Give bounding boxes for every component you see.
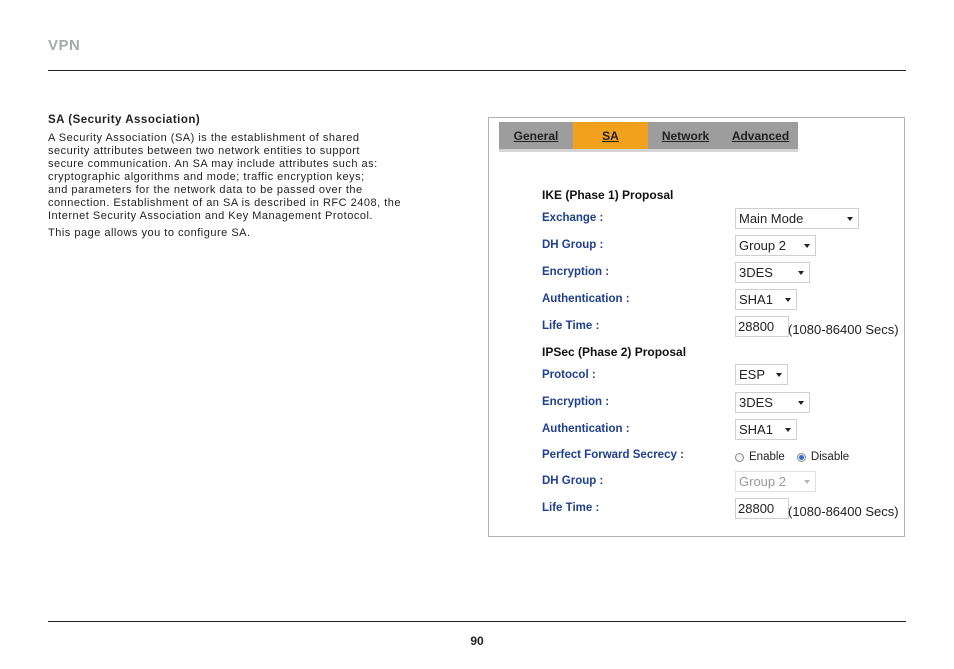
chevron-down-icon — [776, 373, 782, 377]
configure-note: This page allows you to configure SA. — [48, 227, 251, 239]
pfs-disable-radio[interactable] — [797, 453, 806, 462]
ike-encryption-value: 3DES — [739, 265, 773, 280]
ipsec-encryption-value: 3DES — [739, 395, 773, 410]
ipsec-protocol-select[interactable] — [735, 364, 788, 385]
ipsec-encryption-label: Encryption : — [542, 396, 610, 408]
ipsec-authentication-label: Authentication : — [542, 423, 630, 435]
tab-network[interactable]: Network — [661, 128, 710, 143]
page-number: 90 — [470, 634, 484, 648]
description-line: A Security Association (SA) is the establishment of shared — [48, 132, 360, 144]
tab-general[interactable]: General — [513, 128, 559, 143]
chevron-down-icon — [804, 244, 810, 248]
page-header-title: VPN — [48, 37, 81, 54]
ipsec-life-time-hint: (1080-86400 Secs) — [788, 504, 899, 519]
ike-authentication-select[interactable] — [735, 289, 797, 310]
footer-divider — [48, 621, 906, 622]
pfs-disable-label[interactable]: Disable — [810, 451, 850, 463]
ipsec-dh-group-value: Group 2 — [739, 474, 786, 489]
chevron-down-icon — [785, 428, 791, 432]
ipsec-life-time-label: Life Time : — [542, 502, 600, 514]
description-paragraph — [48, 132, 448, 223]
description-line: and parameters for the network data to be passed over the — [48, 184, 363, 196]
ike-dh-group-label: DH Group : — [542, 239, 604, 251]
description-line: cryptographic algorithms and mode; traffic encryption keys; — [48, 171, 365, 183]
ike-life-time-input[interactable]: 28800 — [735, 316, 789, 337]
pfs-enable-radio[interactable] — [735, 453, 744, 462]
ike-life-time-hint: (1080-86400 Secs) — [788, 322, 899, 337]
description-line: connection. Establishment of an SA is described in RFC 2408, the — [48, 197, 402, 209]
ipsec-dh-group-select[interactable] — [735, 471, 816, 492]
ipsec-protocol-value: ESP — [739, 367, 766, 382]
description-line: Internet Security Association and Key Management Protocol. — [48, 210, 373, 222]
ike-exchange-label: Exchange : — [542, 212, 604, 224]
section-body — [48, 132, 448, 244]
ike-encryption-label: Encryption : — [542, 266, 610, 278]
ipsec-encryption-select[interactable] — [735, 392, 810, 413]
header-divider — [48, 70, 906, 71]
tab-advanced[interactable]: Advanced — [731, 128, 790, 143]
ike-dh-group-select[interactable] — [735, 235, 816, 256]
tab-bar-shadow — [499, 149, 798, 152]
ike-dh-group-value: Group 2 — [739, 238, 786, 253]
tab-bar — [499, 122, 798, 149]
chevron-down-icon — [798, 401, 804, 405]
ipsec-protocol-label: Protocol : — [542, 369, 596, 381]
description-line: secure communication. An SA may include attributes such as: — [48, 158, 378, 170]
tab-sa[interactable]: SA — [573, 122, 648, 149]
ike-exchange-value: Main Mode — [739, 211, 804, 226]
ike-encryption-select[interactable] — [735, 262, 810, 283]
description-line: security attributes between two network entities to support — [48, 145, 360, 157]
ike-life-time-label: Life Time : — [542, 320, 600, 332]
ike-authentication-label: Authentication : — [542, 293, 630, 305]
ipsec-pfs-label: Perfect Forward Secrecy : — [542, 449, 684, 461]
sa-settings-screenshot — [488, 117, 905, 537]
ike-exchange-select[interactable] — [735, 208, 859, 229]
ipsec-proposal-title: IPSec (Phase 2) Proposal — [542, 345, 687, 359]
chevron-down-icon — [785, 298, 791, 302]
ipsec-pfs-radio-group — [735, 451, 861, 463]
ipsec-dh-group-label: DH Group : — [542, 475, 604, 487]
chevron-down-icon — [847, 217, 853, 221]
ipsec-authentication-value: SHA1 — [739, 422, 773, 437]
chevron-down-icon — [798, 271, 804, 275]
section-heading: SA (Security Association) — [48, 114, 201, 126]
ike-authentication-value: SHA1 — [739, 292, 773, 307]
pfs-enable-label[interactable]: Enable — [749, 451, 785, 463]
ike-proposal-title: IKE (Phase 1) Proposal — [542, 188, 674, 202]
chevron-down-icon — [804, 480, 810, 484]
ipsec-authentication-select[interactable] — [735, 419, 797, 440]
ipsec-life-time-input[interactable]: 28800 — [735, 498, 789, 519]
